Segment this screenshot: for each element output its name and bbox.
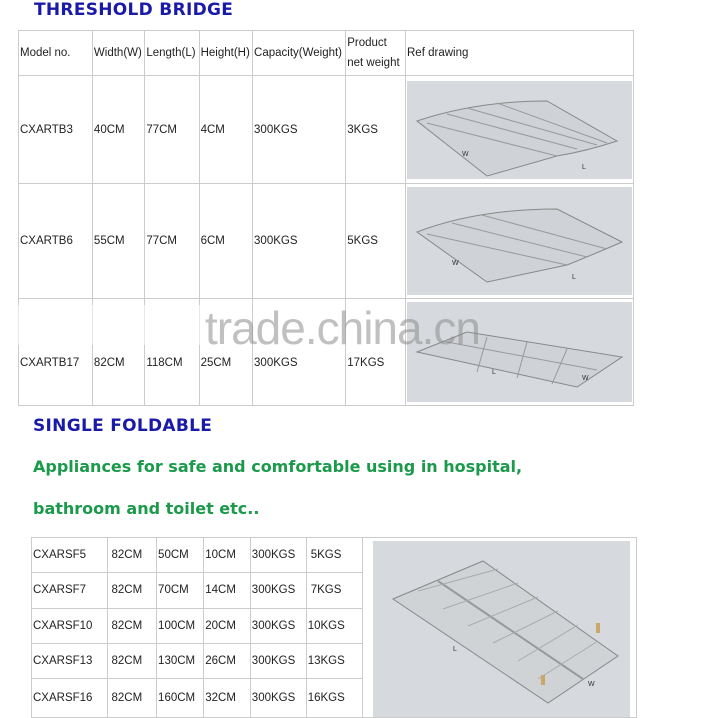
single-foldable-title: SINGLE FOLDABLE [33,416,213,436]
header-height: Height(H) [199,31,252,76]
cell-length: 70CM [157,573,204,608]
table-row [19,184,634,299]
cell-length: 77CM [145,184,199,299]
cell-net-weight: 5KGS [346,184,406,299]
svg-text:L: L [453,646,457,653]
cell-capacity: 300KGS [250,573,306,608]
cell-width: 82CM [108,538,157,573]
cell-net-weight: 3KGS [346,76,406,184]
cell-width: 82CM [108,643,157,678]
cell-capacity: 300KGS [250,538,306,573]
table-header-row [19,31,634,76]
single-foldable-table [31,537,637,718]
cell-capacity: 300KGS [250,643,306,678]
cell-height: 6CM [199,184,252,299]
header-ref-drawing: Ref drawing [406,31,634,76]
cell-model: CXARSF16 [32,679,108,718]
cell-length: 100CM [157,608,204,643]
cell-capacity: 300KGS [253,299,346,406]
cell-net-weight: 17KGS [346,299,406,406]
ref-drawing-cell [363,538,637,718]
cell-height: 20CM [204,608,251,643]
cell-width: 82CM [108,573,157,608]
cell-model: CXARTB6 [19,184,93,299]
cell-capacity: 300KGS [253,76,346,184]
label-l: L [492,369,496,376]
cell-model: CXARSF7 [32,573,108,608]
cell-height: 14CM [204,573,251,608]
cell-length: 77CM [145,76,199,184]
header-net-weight-line1: Product [347,37,387,49]
cell-model: CXARSF13 [32,643,108,678]
threshold-bridge-drawing [407,187,632,295]
threshold-bridge-drawing [407,81,632,179]
cell-capacity: 300KGS [250,679,306,718]
cell-net-weight: 13KGS [306,643,362,678]
table-row [32,538,637,573]
svg-text:W: W [588,681,595,688]
svg-text:L: L [572,274,576,281]
cell-width: 82CM [108,679,157,718]
header-model: Model no. [19,31,93,76]
cell-net-weight: 10KGS [306,608,362,643]
header-width: Width(W) [92,31,144,76]
svg-text:W: W [462,150,469,158]
cell-net-weight: 7KGS [306,573,362,608]
header-net-weight [346,31,406,76]
single-foldable-ramp-drawing [373,541,630,717]
cell-width: 40CM [92,76,144,184]
cell-net-weight: 16KGS [306,679,362,718]
blur-overlay [0,305,200,345]
cell-height: 32CM [204,679,251,718]
header-net-weight-line2: net weight [347,57,400,69]
watermark: trade.china.cn [205,302,480,354]
cell-net-weight: 5KGS [306,538,362,573]
svg-text:L: L [582,163,586,171]
table-row [19,76,634,184]
ref-drawing-cell [406,184,634,299]
cell-height: 10CM [204,538,251,573]
cell-capacity: 300KGS [253,184,346,299]
header-capacity: Capacity(Weight) [253,31,346,76]
header-length: Length(L) [145,31,199,76]
cell-model: CXARSF5 [32,538,108,573]
description-line-1: Appliances for safe and comfortable using in hospital, [33,457,523,476]
ref-drawing-cell [406,76,634,184]
cell-length: 50CM [157,538,204,573]
label-w: W [582,375,589,382]
cell-length: 160CM [157,679,204,718]
description-line-2: bathroom and toilet etc.. [33,499,260,518]
cell-length: 118CM [145,299,199,406]
cell-height: 25CM [199,299,252,406]
cell-width: 55CM [92,184,144,299]
cell-model: CXARTB17 [19,299,93,406]
cell-model: CXARTB3 [19,76,93,184]
cell-height: 4CM [199,76,252,184]
cell-capacity: 300KGS [250,608,306,643]
threshold-bridge-title: THRESHOLD BRIDGE [34,0,234,20]
cell-width: 82CM [108,608,157,643]
cell-length: 130CM [157,643,204,678]
cell-model: CXARSF10 [32,608,108,643]
cell-width: 82CM [92,299,144,406]
svg-text:W: W [452,260,459,267]
cell-height: 26CM [204,643,251,678]
